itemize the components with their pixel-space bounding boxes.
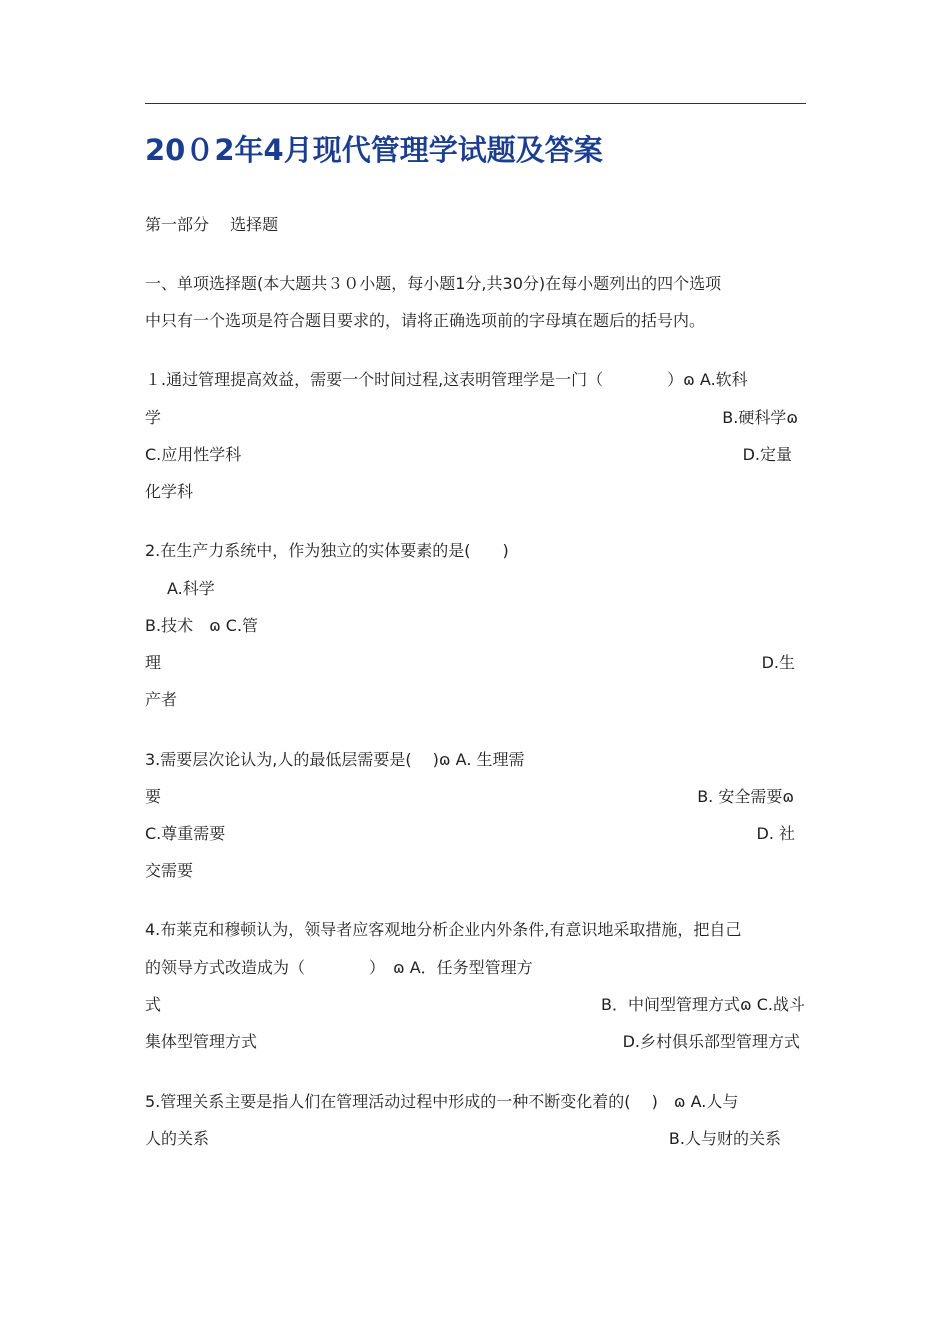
- q2-option-d-cont: 产者: [145, 690, 178, 709]
- q2-stem: 2.在生产力系统中，作为独立的实体要素的是( ): [145, 541, 509, 560]
- q1-stem: １.通过管理提高效益，需要一个时间过程,这表明管理学是一门（ ）ɷ A.软科: [145, 370, 748, 389]
- page-title: 20０2年4月现代管理学试题及答案: [145, 133, 603, 167]
- q4-option-a-cont: 式: [145, 995, 162, 1014]
- q5-option-b: B.人与财的关系: [668, 1129, 781, 1148]
- q3-option-d: D. 社: [756, 824, 795, 843]
- q4-stem-line-2: 的领导方式改造成为（ ） ɷ A．任务型管理方: [145, 958, 533, 977]
- q2-option-bc: B.技术 ɷ C.管: [145, 616, 259, 635]
- q3-option-c: C.尊重需要: [145, 824, 226, 843]
- section-heading: 第一部分 选择题: [145, 215, 279, 234]
- q4-option-d: D.乡村俱乐部型管理方式: [622, 1032, 800, 1051]
- q4-stem-line-1: 4.布莱克和穆顿认为，领导者应客观地分析企业内外条件,有意识地采取措施，把自己: [145, 920, 742, 939]
- q5-stem: 5.管理关系主要是指人们在管理活动过程中形成的一种不断变化着的( ) ɷ A.人与: [145, 1092, 739, 1111]
- q5-option-a-cont: 人的关系: [145, 1129, 210, 1148]
- q4-option-c-cont: 集体型管理方式: [145, 1032, 258, 1051]
- q1-option-d-cont: 化学科: [145, 482, 194, 501]
- q1-option-c: C.应用性学科: [145, 445, 242, 464]
- q1-option-d: D.定量: [742, 445, 792, 464]
- q2-option-d: D.生: [761, 653, 795, 672]
- q2-option-c-cont: 理: [145, 653, 162, 672]
- top-rule: [145, 103, 806, 104]
- q3-option-a-cont: 要: [145, 787, 162, 806]
- q3-option-b: B. 安全需要ɷ: [697, 787, 794, 806]
- q2-option-a: A.科学: [167, 579, 215, 598]
- q4-option-bc: B．中间型管理方式ɷ C.战斗: [601, 995, 805, 1014]
- instructions-line-2: 中只有一个选项是符合题目要求的，请将正确选项前的字母填在题后的括号内。: [145, 311, 706, 330]
- q1-option-a-cont: 学: [145, 408, 162, 427]
- q1-option-b: B.硬科学ɷ: [722, 408, 798, 427]
- q3-stem: 3.需要层次论认为,人的最低层需要是( )ɷ A. 生理需: [145, 750, 525, 769]
- q3-option-d-cont: 交需要: [145, 861, 194, 880]
- instructions-line-1: 一、单项选择题(本大题共３０小题，每小题1分,共30分)在每小题列出的四个选项: [145, 274, 722, 293]
